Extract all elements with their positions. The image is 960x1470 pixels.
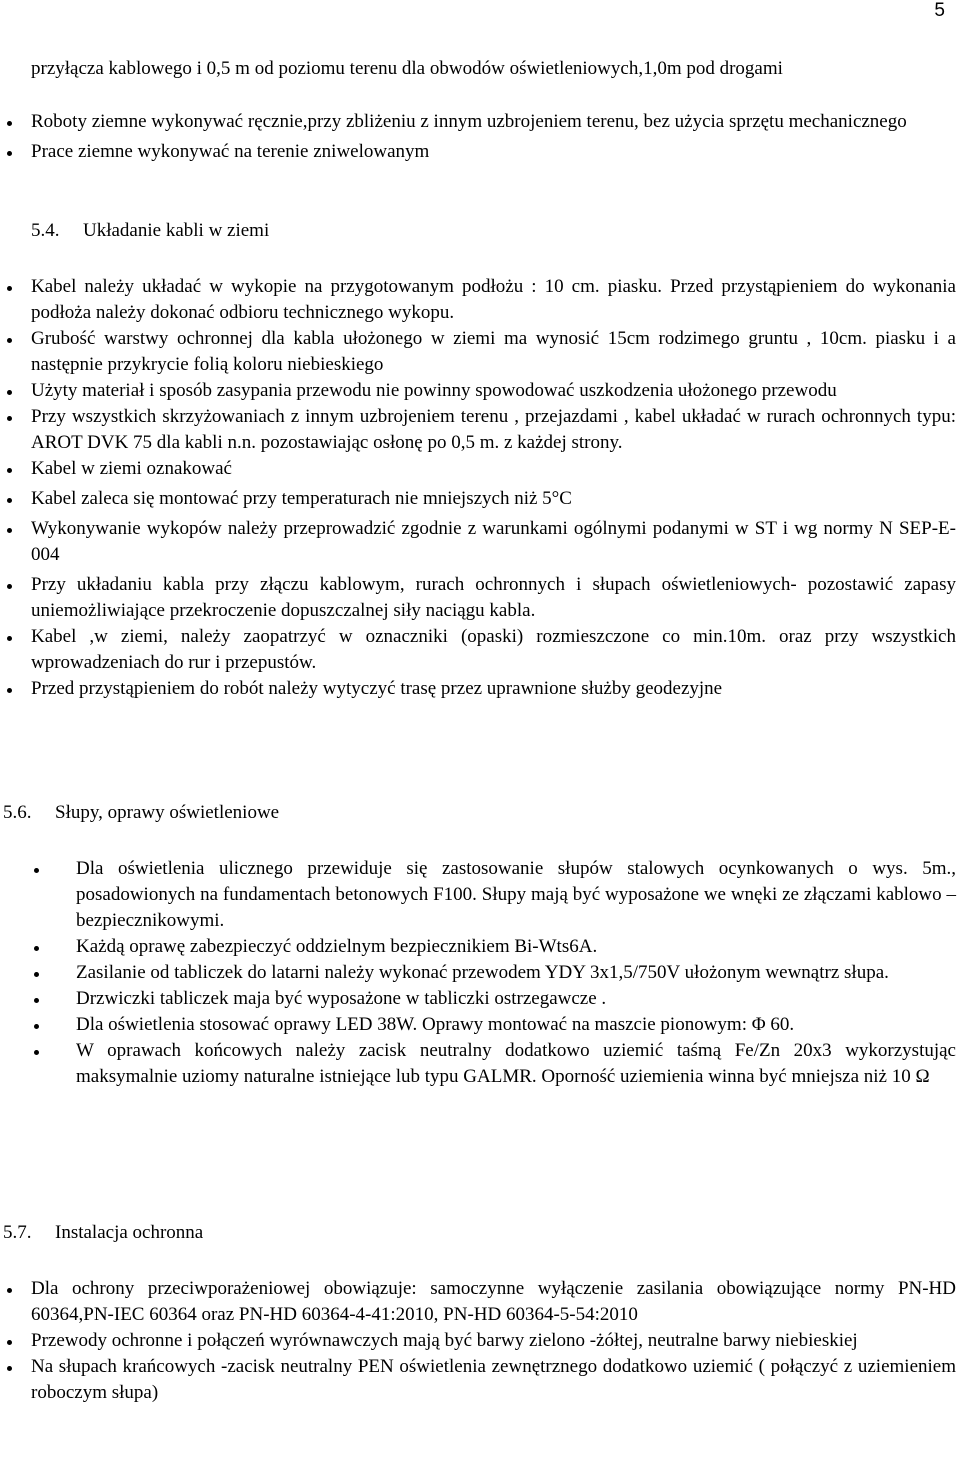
list-item: Użyty materiał i sposób zasypania przewodu nie powinny spowodować uszkodzenia ułożonego przewodu: [31, 378, 956, 404]
list-item: Dla ochrony przeciwporażeniowej obowiązuje: samoczynne wyłączenie zasilania obowiązujące normy PN-HD 60364,PN-IEC 60364 oraz PN-HD 60364-4-41:2010, PN-HD 60364-5-54:2010: [31, 1276, 956, 1328]
list-item: Na słupach krańcowych -zacisk neutralny PEN oświetlenia zewnętrznego dodatkowo uziemić ( połączyć z uziemieniem roboczym słupa): [31, 1354, 956, 1406]
section-number: 5.7.: [3, 1222, 32, 1243]
list-item: Kabel należy układać w wykopie na przygotowanym podłożu : 10 cm. piasku. Przed przystąpieniem do wykonania podłoża należy dokonać odbioru technicznego wykopu.: [31, 274, 956, 326]
list-item: Każdą oprawę zabezpieczyć oddzielnym bezpiecznikiem Bi-Wts6A.: [76, 934, 956, 960]
list-item: Kabel w ziemi oznakować: [31, 456, 956, 482]
section-number: 5.4.: [31, 220, 60, 241]
list-item: Przy układaniu kabla przy złączu kablowym, rurach ochronnych i słupach oświetleniowych- pozostawić zapasy uniemożliwiające przekroczenie dopuszczalnej siły naciągu kabla.: [31, 572, 956, 624]
bullet-list-cable-laying: [31, 274, 956, 702]
list-item: Prace ziemne wykonywać na terenie zniwelowanym: [31, 139, 956, 165]
list-item: W oprawach końcowych należy zacisk neutralny dodatkowo uziemić taśmą Fe/Zn 20x3 wykorzystując maksymalnie uziomy naturalne istniejące lub typu GALMR. Oporność uziemienia winna być mniejsza niż 10 Ω: [76, 1038, 956, 1090]
section-heading-5-6: [3, 801, 279, 825]
list-item: Roboty ziemne wykonywać ręcznie,przy zbliżeniu z innym uzbrojeniem terenu, bez użycia sprzętu mechanicznego: [31, 109, 956, 135]
list-item: Przewody ochronne i połączeń wyrównawczych mają być barwy zielono -żółtej, neutralne barwy niebieskiej: [31, 1328, 956, 1354]
list-item: Przed przystąpieniem do robót należy wytyczyć trasę przez uprawnione służby geodezyjne: [31, 676, 956, 702]
list-item: Dla oświetlenia stosować oprawy LED 38W. Oprawy montować na maszcie pionowym: Φ 60.: [76, 1012, 956, 1038]
section-number: 5.6.: [3, 802, 32, 823]
section-title: Układanie kabli w ziemi: [83, 220, 270, 241]
page-number: 5: [934, 0, 945, 21]
bullet-list-earthworks: [31, 109, 956, 165]
list-item: Drzwiczki tabliczek maja być wyposażone w tabliczki ostrzegawcze .: [76, 986, 956, 1012]
section-title: Słupy, oprawy oświetleniowe: [55, 802, 280, 823]
section-title: Instalacja ochronna: [55, 1222, 204, 1243]
list-item: Przy wszystkich skrzyżowaniach z innym uzbrojeniem terenu , przejazdami , kabel układać w rurach ochronnych typu: AROT DVK 75 dla kabli n.n. pozostawiając osłonę po 0,5 m. z każdej strony.: [31, 404, 956, 456]
list-item: Grubość warstwy ochronnej dla kabla ułożonego w ziemi ma wynosić 15cm rodzimego gruntu , 10cm. piasku i a następnie przykrycie folią koloru niebieskiego: [31, 326, 956, 378]
intro-paragraph: przyłącza kablowego i 0,5 m od poziomu terenu dla obwodów oświetleniowych,1,0m pod drogami: [31, 58, 783, 79]
list-item: Dla oświetlenia ulicznego przewiduje się zastosowanie słupów stalowych ocynkowanych o wys. 5m., posadowionych na fundamentach betonowych F100. Słupy mają być wyposażone we wnęki ze złączami kablowo – bezpiecznikowymi.: [76, 856, 956, 934]
bullet-list-poles-luminaires: [76, 856, 956, 1090]
section-heading-5-4: [31, 219, 269, 243]
list-item: Kabel zaleca się montować przy temperaturach nie mniejszych niż 5°C: [31, 486, 956, 512]
section-heading-5-7: [3, 1221, 203, 1245]
bullet-list-protection: [31, 1276, 956, 1406]
list-item: Zasilanie od tabliczek do latarni należy wykonać przewodem YDY 3x1,5/750V ułożonym wewnątrz słupa.: [76, 960, 956, 986]
list-item: Wykonywanie wykopów należy przeprowadzić zgodnie z warunkami ogólnymi podanymi w ST i wg normy N SEP-E-004: [31, 516, 956, 568]
list-item: Kabel ,w ziemi, należy zaopatrzyć w oznaczniki (opaski) rozmieszczone co min.10m. oraz przy wszystkich wprowadzeniach do rur i przepustów.: [31, 624, 956, 676]
